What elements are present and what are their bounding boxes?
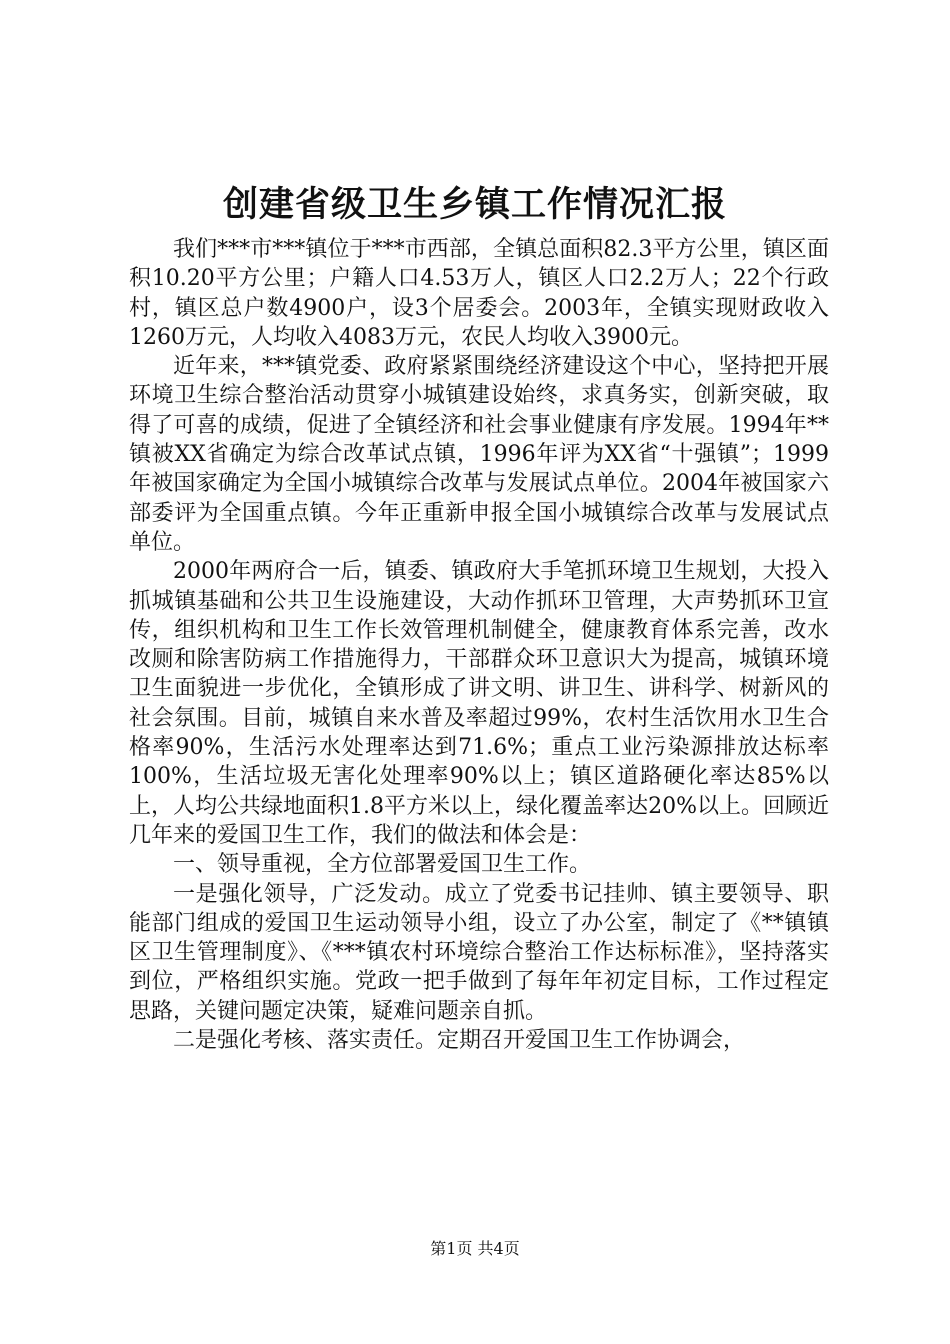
paragraph-4: 一、领导重视，全方位部署爱国卫生工作。 (173, 852, 592, 878)
paragraph-3: 2000年两府合一后，镇委、镇政府大手笔抓环境卫生规划，大投入抓城镇基础和公共卫生设施建设，大动作抓环卫管理，大声势抓环卫宣传，组织机构和卫生工作长效管理机制健全，健康教育体系完善，改水改厕和除害防病工作措施得力，干部群众环卫意识大为提高，城镇环境卫生面貌进一步优化，全镇形成了讲文明、讲卫生、讲科学、树新风的社会氛围。目前，城镇自来水普及率超过99%，农村生活饮用水卫生合格率90%，生活污水处理率达到71.6%；重点工业污染源排放达标率100%，生活垃圾无害化处理率90%以上；镇区道路硬化率达85%以上，人均公共绿地面积1.8平方米以上，绿化覆盖率达20%以上。回顾近几年来的爱国卫生工作，我们的做法和体会是： (129, 559, 829, 848)
paragraph-1: 我们***市***镇位于***市西部，全镇总面积82.3平方公里，镇区面积10.20平方公里；户籍人口4.53万人，镇区人口2.2万人；22个行政村，镇区总户数4900户，设3个居委会。2003年，全镇实现财政收入1260万元，人均收入4083万元，农民人均收入3900元。 (129, 237, 829, 350)
paragraph-5: 一是强化领导，广泛发动。成立了党委书记挂帅、镇主要领导、职能部门组成的爱国卫生运动领导小组，设立了办公室，制定了《**镇镇区卫生管理制度》、《***镇农村环境综合整治工作达标标准》，坚持落实到位，严格组织实施。党政一把手做到了每年年初定目标，工作过程定思路，关键问题定决策，疑难问题亲自抓。 (129, 881, 829, 1024)
document-title: 创建省级卫生乡镇工作情况汇报 (222, 184, 727, 225)
document-body (129, 235, 829, 1055)
paragraph-2: 近年来，***镇党委、政府紧紧围绕经济建设这个中心，坚持把开展环境卫生综合整治活动贯穿小城镇建设始终，求真务实，创新突破，取得了可喜的成绩，促进了全镇经济和社会事业健康有序发展。1994年**镇被XX省确定为综合改革试点镇，1996年评为XX省“十强镇”；1999年被国家确定为全国小城镇综合改革与发展试点单位。2004年被国家六部委评为全国重点镇。今年正重新申报全国小城镇综合改革与发展试点单位。 (129, 354, 829, 555)
paragraph-6: 二是强化考核、落实责任。定期召开爱国卫生工作协调会， (173, 1028, 746, 1054)
page-footer: 第1页 共4页 (430, 1239, 520, 1258)
